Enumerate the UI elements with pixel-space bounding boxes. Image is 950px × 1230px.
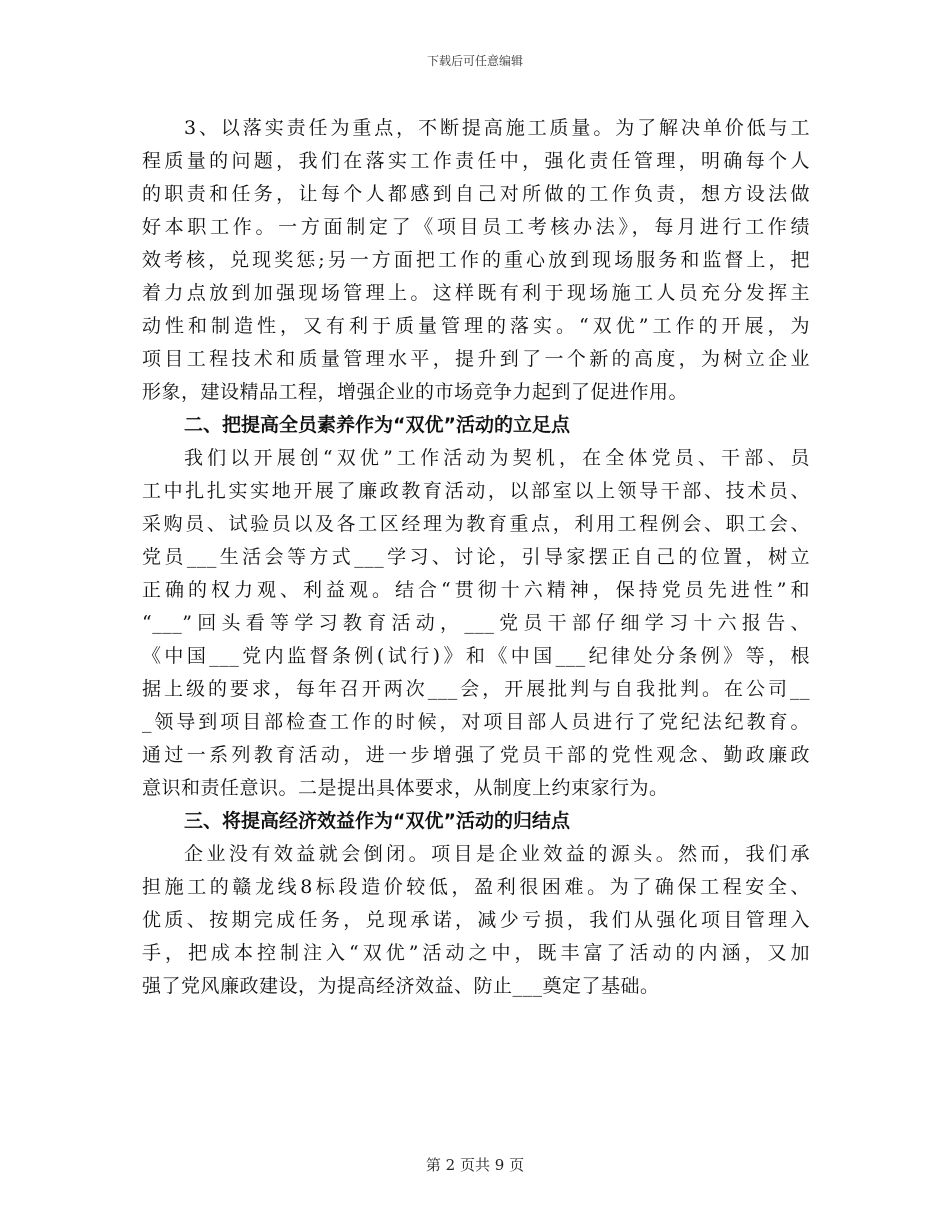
text-line: 程质量的问题，我们在落实工作责任中，强化责任管理，明确每个人 [142, 150, 810, 172]
document-body [142, 112, 810, 1003]
text-line: 好本职工作。一方面制定了《项目员工考核办法》，每月进行工作绩 [142, 216, 810, 238]
text-line: 企业没有效益就会倒闭。项目是企业效益的源头。然而，我们承 [184, 843, 810, 865]
text-line: “___”回头看等学习教育活动，___党员干部仔细学习十六报告、 [142, 612, 810, 634]
text-line: 工中扎扎实实地开展了廉政教育活动，以部室以上领导干部、技术员、 [142, 480, 810, 502]
text-line: 3、以落实责任为重点，不断提高施工质量。为了解决单价低与工 [184, 117, 810, 139]
text-line: 手，把成本控制注入“双优”活动之中，既丰富了活动的内涵，又加 [142, 942, 810, 964]
header-note: 下载后可任意编辑 [426, 54, 523, 68]
text-line: 的职责和任务，让每个人都感到自己对所做的工作负责，想方设法做 [142, 183, 810, 205]
text-line: 我们以开展创“双优”工作活动为契机，在全体党员、干部、员 [184, 447, 810, 469]
text-line: 通过一系列教育活动，进一步增强了党员干部的党性观念、勤政廉政 [142, 744, 810, 766]
text-line: 担施工的赣龙线8标段造价较低，盈利很困难。为了确保工程安全、 [142, 876, 810, 898]
paragraph-2 [142, 442, 810, 805]
text-line: 采购员、试验员以及各工区经理为教育重点，利用工程例会、职工会、 [142, 513, 810, 535]
text-line: 意识和责任意识。二是提出具体要求，从制度上约束家行为。 [142, 777, 669, 799]
text-line: 强了党风廉政建设，为提高经济效益、防止___奠定了基础。 [142, 975, 660, 997]
text-line: 正确的权力观、利益观。结合“贯彻十六精神，保持党员先进性”和 [142, 579, 810, 601]
paragraph-3 [142, 838, 810, 1003]
section-heading-3: 三、将提高经济效益作为“双优”活动的归结点 [184, 810, 570, 832]
text-line: 优质、按期完成任务，兑现承诺，减少亏损，我们从强化项目管理入 [142, 909, 810, 931]
page-number: 第 2 页共 9 页 [425, 1156, 525, 1174]
text-line: 党员___生活会等方式___学习、讨论，引导家摆正自己的位置，树立 [142, 546, 810, 568]
paragraph-1 [142, 112, 810, 409]
text-line: 《中国___党内监督条例(试行)》和《中国___纪律处分条例》等，根 [142, 645, 810, 667]
text-line: 动性和制造性，又有利于质量管理的落实。“双优”工作的开展，为 [142, 315, 810, 337]
section-heading-2: 二、把提高全员素养作为“双优”活动的立足点 [184, 414, 570, 436]
text-line: 形象，建设精品工程，增强企业的市场竞争力起到了促进作用。 [142, 381, 689, 403]
text-line: 着力点放到加强现场管理上。这样既有利于现场施工人员充分发挥主 [142, 282, 810, 304]
text-line: 项目工程技术和质量管理水平，提升到了一个新的高度，为树立企业 [142, 348, 810, 370]
text-line: _领导到项目部检查工作的时候，对项目部人员进行了党纪法纪教育。 [142, 711, 810, 733]
text-line: 据上级的要求，每年召开两次___会，开展批判与自我批判。在公司__ [142, 678, 810, 700]
text-line: 效考核，兑现奖惩;另一方面把工作的重心放到现场服务和监督上，把 [142, 249, 810, 271]
